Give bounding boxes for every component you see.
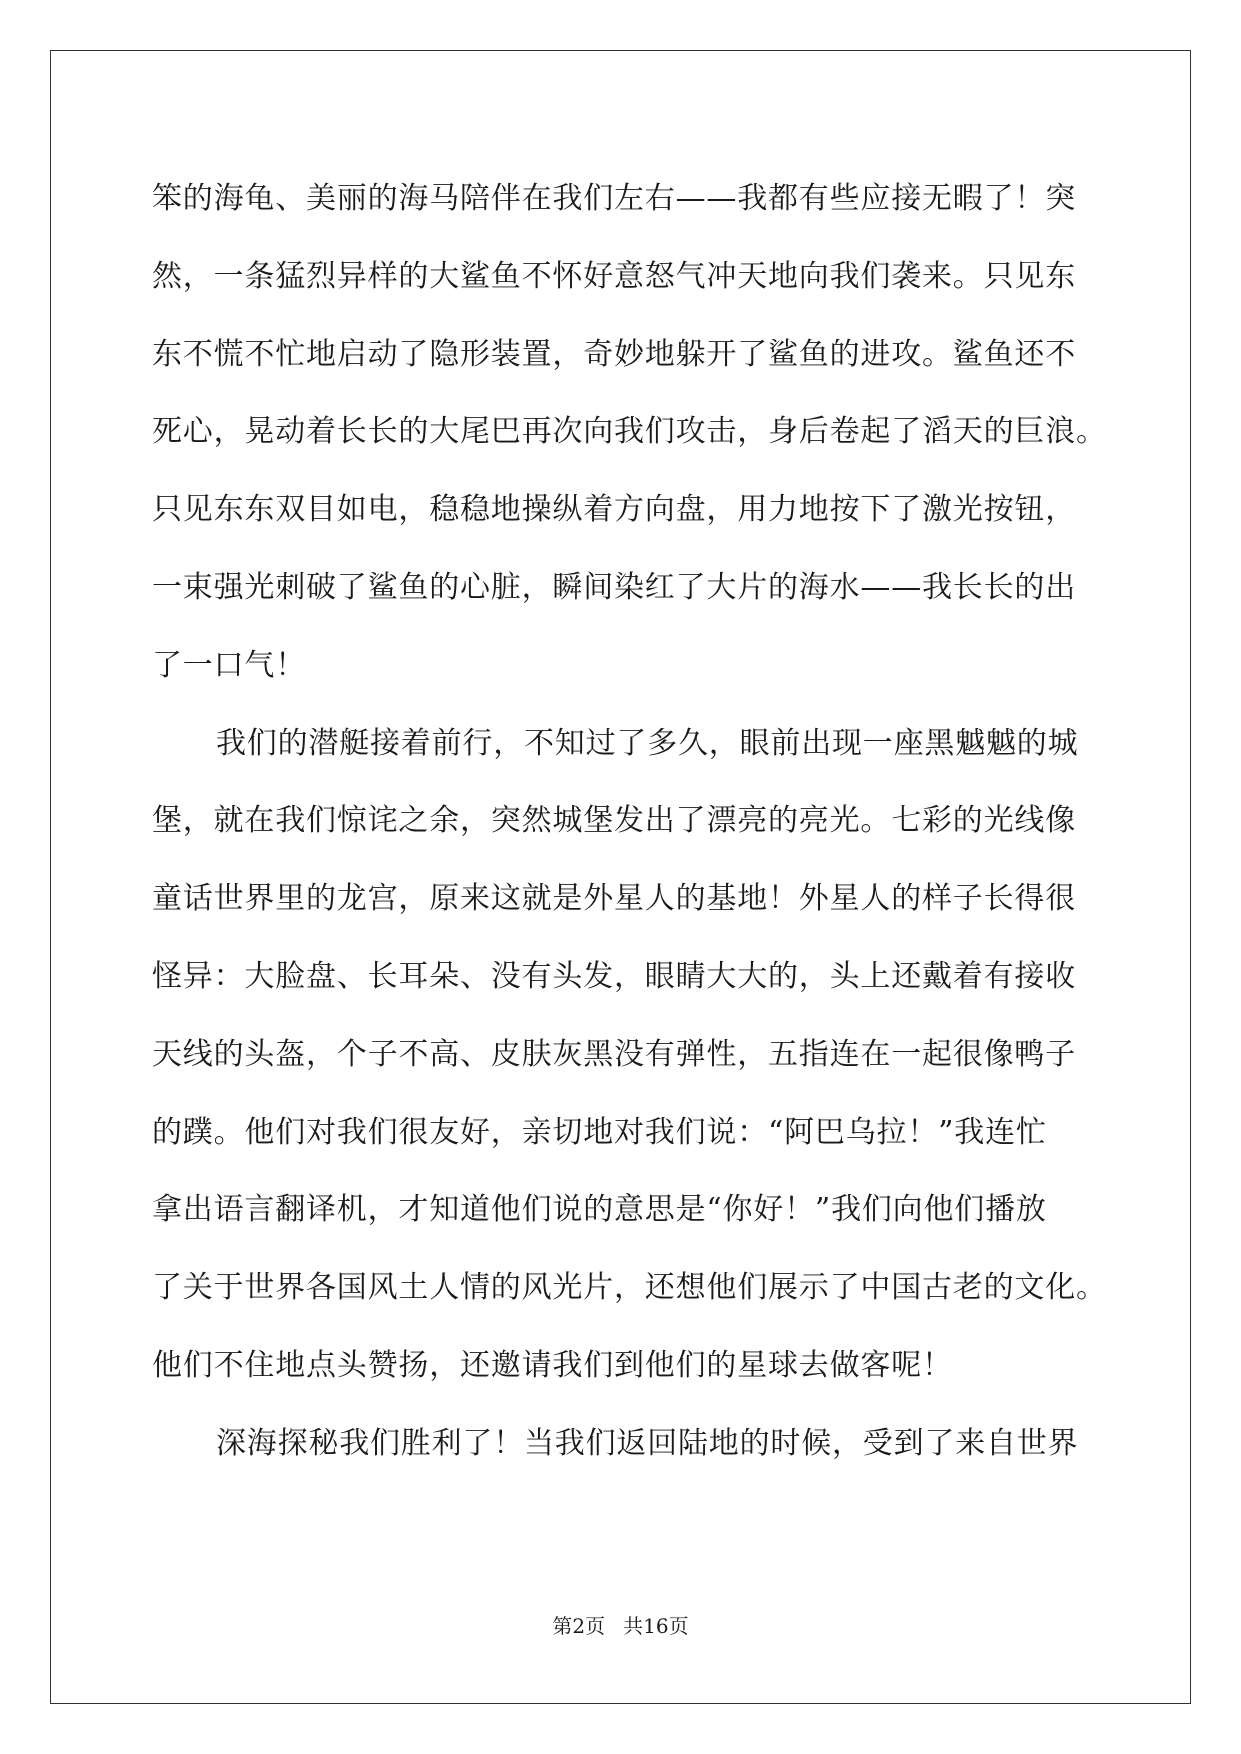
text-line: 笨的海龟、美丽的海马陪伴在我们左右——我都有些应接无暇了！突 [152,181,1076,216]
text-line: 只见东东双目如电，稳稳地操纵着方向盘，用力地按下了激光按钮， [152,492,1076,528]
text-line: 我们的潜艇接着前行，不知过了多久，眼前出现一座黑魆魆的城 [216,725,1079,761]
text-line: 然，一条猛烈异样的大鲨鱼不怀好意怒气冲天地向我们袭来。只见东 [152,258,1076,294]
text-line: 了关于世界各国风土人情的风光片，还想他们展示了中国古老的文化。 [152,1270,1107,1306]
page-total: 共16页 [623,1614,689,1638]
document-body [152,160,1107,1483]
text-line: 怪异：大脸盘、长耳朵、没有头发，眼睛大大的，头上还戴着有接收 [152,958,1076,994]
page-footer [0,1610,1241,1639]
text-line: 了一口气！ [152,647,306,683]
text-line: 死心，晃动着长长的大尾巴再次向我们攻击，身后卷起了滔天的巨浪。 [152,414,1107,450]
text-line: 深海探秘我们胜利了！当我们返回陆地的时候，受到了来自世界 [216,1425,1079,1461]
text-line: 童话世界里的龙宫，原来这就是外星人的基地！外星人的样子长得很 [152,881,1076,917]
text-line: 的蹼。他们对我们很友好，亲切地对我们说：“阿巴乌拉！”我连忙 [152,1114,1047,1150]
text-line: 他们不住地点头赞扬，还邀请我们到他们的星球去做客呢！ [152,1347,953,1383]
text-line: 东不慌不忙地启动了隐形装置，奇妙地躲开了鲨鱼的进攻。鲨鱼还不 [152,336,1076,372]
page-number: 第2页 [552,1614,606,1638]
text-line: 一束强光刺破了鲨鱼的心脏，瞬间染红了大片的海水——我长长的出 [152,569,1076,605]
text-line: 天线的头盔，个子不高、皮肤灰黑没有弹性，五指连在一起很像鸭子 [152,1036,1076,1072]
text-line: 拿出语言翻译机，才知道他们说的意思是“你好！”我们向他们播放 [152,1192,1047,1228]
text-line: 堡，就在我们惊诧之余，突然城堡发出了漂亮的亮光。七彩的光线像 [152,803,1076,839]
